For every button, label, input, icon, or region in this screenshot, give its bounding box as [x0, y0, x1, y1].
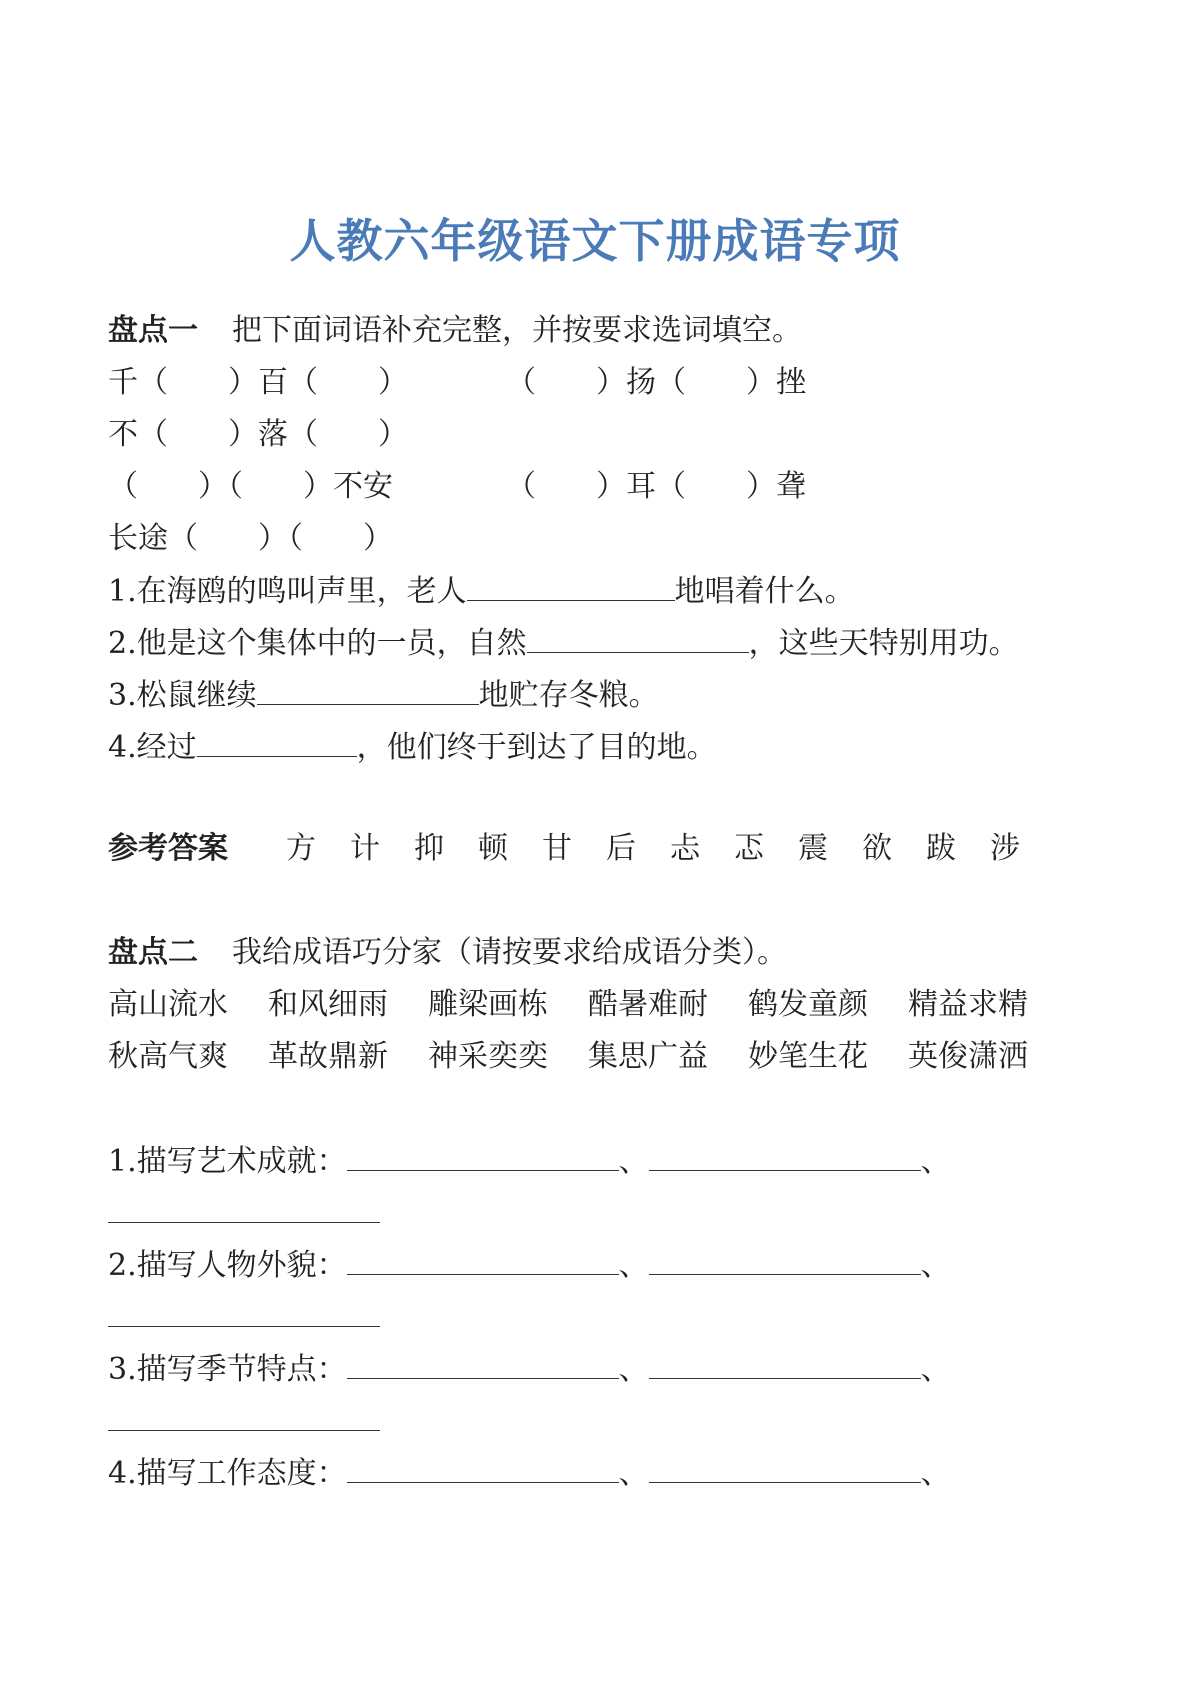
fill-row-4 [108, 521, 393, 556]
fill-row-2 [108, 417, 408, 452]
idiom: 精益求精 [908, 987, 1028, 1022]
answer-char: 震 [798, 831, 828, 866]
answer-char: 后 [606, 831, 636, 866]
answer-key [108, 831, 1054, 866]
question-label: 4.描写工作态度： [108, 1456, 347, 1491]
idiom-row-1 [108, 987, 1068, 1022]
section1-heading: 盘点一 [108, 313, 198, 348]
sentence-1 [108, 576, 855, 607]
sentence-4 [108, 732, 717, 763]
answer-char: 跋 [926, 831, 956, 866]
answer-label: 参考答案 [108, 831, 228, 866]
section2-instruction: 我给成语巧分家（请按要求给成语分类）。 [232, 935, 787, 970]
answer-blank[interactable] [257, 680, 479, 705]
answer-blank[interactable] [649, 1250, 921, 1275]
idiom: 酷暑难耐 [588, 987, 708, 1022]
answer-char: 涉 [990, 831, 1020, 866]
idiom: 和风细雨 [268, 987, 388, 1022]
section2-header [108, 935, 787, 970]
sentence-2 [108, 628, 1019, 659]
sentence-text: ，这些天特别用功。 [748, 626, 1019, 661]
answer-char: 顿 [478, 831, 508, 866]
idiom: 妙笔生花 [748, 1039, 868, 1074]
answer-char: 计 [350, 831, 380, 866]
answer-blank[interactable] [347, 1354, 619, 1379]
question-2-continued [108, 1302, 380, 1333]
answer-blank[interactable] [649, 1458, 921, 1483]
question-4 [108, 1458, 951, 1489]
idiom: 高山流水 [108, 987, 228, 1022]
answer-char: 方 [286, 831, 316, 866]
answer-blank[interactable] [108, 1406, 380, 1431]
question-1 [108, 1146, 951, 1177]
fill-row-3 [108, 469, 806, 504]
idiom: 革故鼎新 [268, 1039, 388, 1074]
question-label: 1.描写艺术成就： [108, 1144, 347, 1179]
sentence-3 [108, 680, 659, 711]
question-3 [108, 1354, 951, 1385]
fill-row-1 [108, 365, 806, 400]
separator: 、 [920, 1352, 951, 1387]
answer-char: 欲 [862, 831, 892, 866]
sentence-text: 1.在海鸥的鸣叫声里，老人 [108, 574, 467, 609]
answer-blank[interactable] [347, 1458, 619, 1483]
section2-heading: 盘点二 [108, 935, 198, 970]
separator: 、 [920, 1456, 951, 1491]
sentence-text: 地贮存冬粮。 [478, 678, 659, 713]
answer-blank[interactable] [527, 628, 749, 653]
idiom: 集思广益 [588, 1039, 708, 1074]
sentence-text: 地唱着什么。 [674, 574, 855, 609]
separator: 、 [618, 1144, 649, 1179]
answer-blank[interactable] [467, 576, 675, 601]
separator: 、 [618, 1248, 649, 1283]
separator: 、 [618, 1352, 649, 1387]
fill-item: （ ）（ ）不安 [108, 469, 393, 504]
separator: 、 [920, 1144, 951, 1179]
answer-char: 甘 [542, 831, 572, 866]
fill-item: （ ）扬（ ）挫 [506, 365, 806, 400]
separator: 、 [920, 1248, 951, 1283]
sentence-text: 4.经过 [108, 730, 197, 765]
fill-item: 长途（ ）（ ） [108, 521, 393, 556]
question-1-continued [108, 1198, 380, 1229]
answer-blank[interactable] [649, 1146, 921, 1171]
idiom: 雕梁画栋 [428, 987, 548, 1022]
answer-char: 忑 [734, 831, 764, 866]
fill-item: 千（ ）百（ ） [108, 365, 408, 400]
question-2 [108, 1250, 951, 1281]
idiom: 鹤发童颜 [748, 987, 868, 1022]
separator: 、 [618, 1456, 649, 1491]
answer-char: 忐 [670, 831, 700, 866]
fill-item: 不（ ）落（ ） [108, 417, 408, 452]
idiom: 英俊潇洒 [908, 1039, 1028, 1074]
answer-blank[interactable] [649, 1354, 921, 1379]
answer-blank[interactable] [347, 1146, 619, 1171]
answer-blank[interactable] [108, 1302, 380, 1327]
idiom-row-2 [108, 1039, 1068, 1074]
section1-instruction: 把下面词语补充完整，并按要求选词填空。 [232, 313, 802, 348]
idiom: 神采奕奕 [428, 1039, 548, 1074]
fill-item: （ ）耳（ ）聋 [506, 469, 806, 504]
answer-char: 抑 [414, 831, 444, 866]
sentence-text: 2.他是这个集体中的一员，自然 [108, 626, 527, 661]
answer-blank[interactable] [347, 1250, 619, 1275]
question-3-continued [108, 1406, 380, 1437]
section1-header [108, 313, 802, 348]
idiom: 秋高气爽 [108, 1039, 228, 1074]
question-label: 2.描写人物外貌： [108, 1248, 347, 1283]
question-label: 3.描写季节特点： [108, 1352, 347, 1387]
sentence-text: ，他们终于到达了目的地。 [356, 730, 717, 765]
answer-blank[interactable] [197, 732, 357, 757]
sentence-text: 3.松鼠继续 [108, 678, 257, 713]
page-title: 人教六年级语文下册成语专项 [289, 214, 901, 268]
answer-blank[interactable] [108, 1198, 380, 1223]
